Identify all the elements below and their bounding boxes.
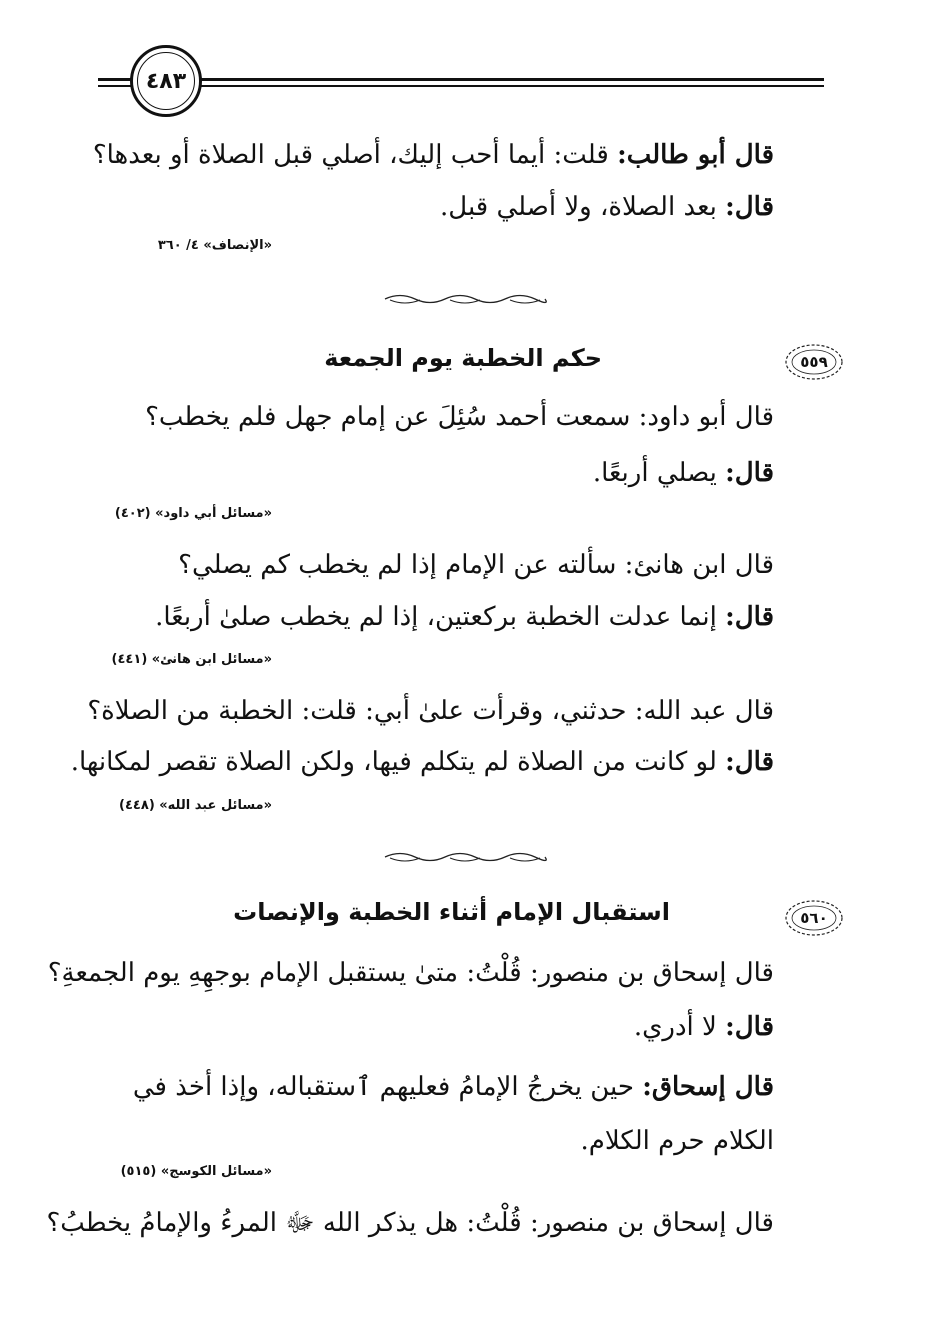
paragraph: قال: يصلي أربعًا. — [592, 458, 774, 488]
header-rule-thin — [98, 85, 824, 87]
header-rule — [98, 78, 824, 81]
section-title: استقبال الإمام أثناء الخطبة والإنصات — [233, 898, 670, 926]
paragraph: قال عبد الله: حدثني، وقرأت علىٰ أبي: قلت: الخطبة من الصلاة؟ — [87, 696, 774, 726]
ornament-divider — [380, 292, 550, 306]
paragraph: قال أبو طالب: قلت: أيما أحب إليك، أصلي قبل الصلاة أو بعدها؟ — [92, 140, 774, 170]
paragraph: قال: بعد الصلاة، ولا أصلي قبل. — [439, 192, 774, 222]
section-title: حكم الخطبة يوم الجمعة — [324, 344, 602, 372]
paragraph: قال ابن هانئ: سألته عن الإمام إذا لم يخطب كم يصلي؟ — [178, 550, 774, 580]
paragraph: قال: لا أدري. — [633, 1012, 774, 1042]
paragraph: قال: إنما عدلت الخطبة بركعتين، إذا لم يخطب صلىٰ أربعًا. — [155, 602, 774, 632]
section-number: ٥٥٩ — [800, 353, 828, 371]
source-citation: «الإنصاف» ٤/ ٣٦٠ — [157, 238, 272, 253]
section-number: ٥٦٠ — [800, 909, 828, 927]
section-number-badge — [782, 898, 846, 938]
paragraph: قال إسحاق بن منصور: قُلْتُ: هل يذكر الله ﷻ المرءُ والإمامُ يخطبُ؟ — [46, 1208, 774, 1238]
paragraph: قال أبو داود: سمعت أحمد سُئِلَ عن إمام جهل فلم يخطب؟ — [145, 402, 774, 432]
source-citation: «مسائل ابن هانئ» (٤٤١) — [111, 652, 272, 667]
paragraph: قال إسحاق بن منصور: قُلْتُ: متىٰ يستقبل الإمام بوجهِهِ يوم الجمعةِ؟ — [47, 958, 774, 988]
ornament-divider — [380, 850, 550, 864]
paragraph: قال إسحاق: حين يخرجُ الإمامُ فعليهم ٱستقباله، وإذا أخذ في الكلام حرم الكلام. — [132, 1072, 774, 1156]
paragraph: قال: لو كانت من الصلاة لم يتكلم فيها، ولكن الصلاة تقصر لمكانها. — [70, 747, 774, 777]
section-number-badge — [782, 342, 846, 382]
source-citation: «مسائل عبد الله» (٤٤٨) — [119, 798, 272, 813]
page-number: ٤٨٣ — [130, 45, 202, 117]
source-citation: «مسائل أبي داود» (٤٠٢) — [114, 506, 272, 521]
source-citation: «مسائل الكوسج» (٥١٥) — [120, 1164, 272, 1179]
